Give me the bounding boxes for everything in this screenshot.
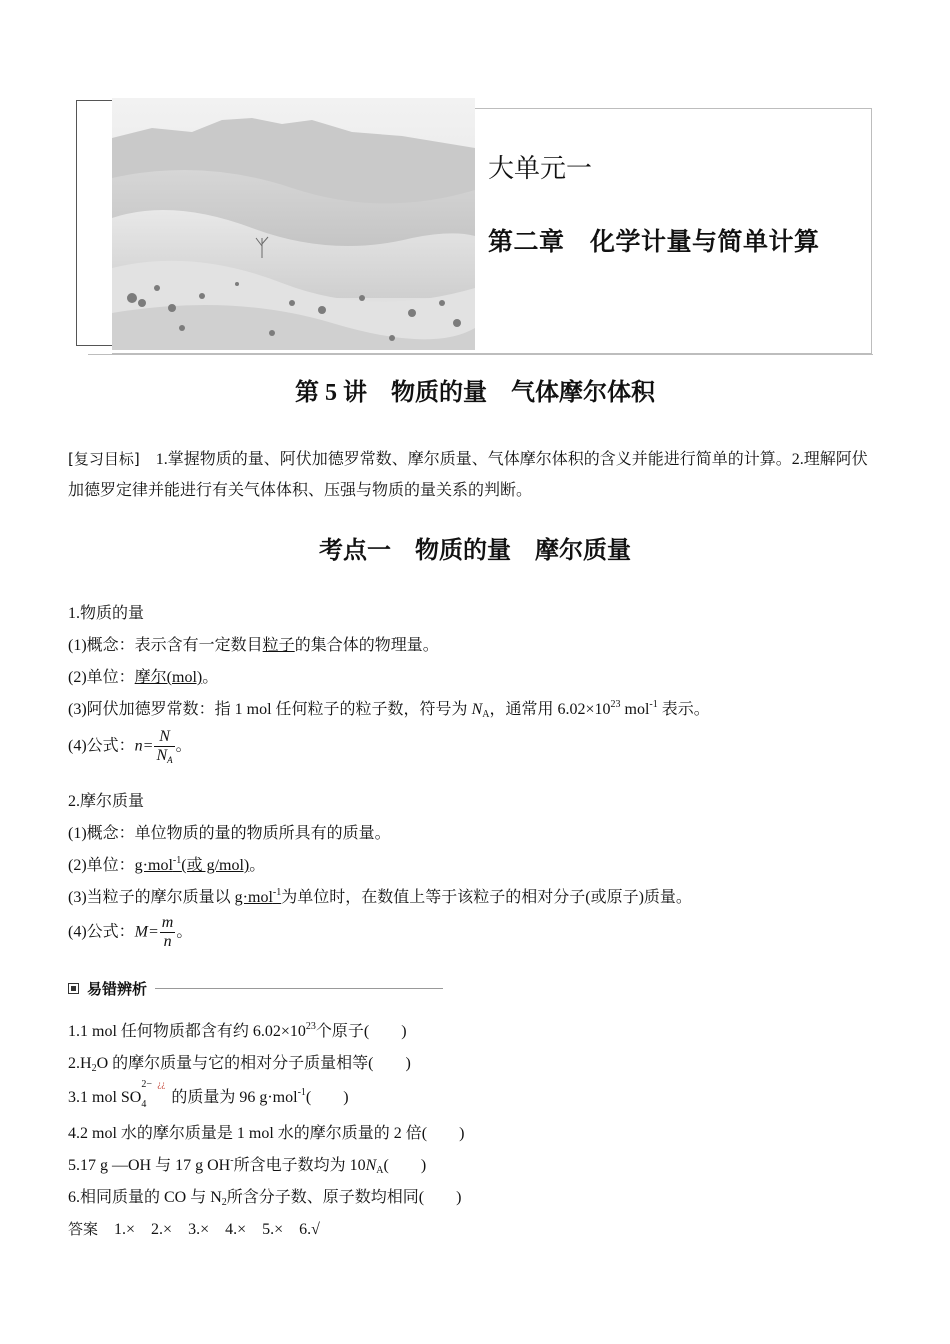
part1-formula: (4)公式：n= $\frac{N}{N_A}$ 。	[68, 728, 192, 766]
chapter-title: 第二章 化学计量与简单计算	[488, 227, 820, 256]
part2-unit: (2)单位：g·mol$^{-1}$(或 g/mol)。	[68, 855, 266, 874]
desert-landscape-image	[112, 98, 475, 350]
part2-relation: (3)当粒子的摩尔质量以 g·mol$^{-1}$为单位时，在数值上等于该粒子的相对分子(或原子)质量。	[68, 887, 692, 906]
review-goal-label: [复习目标]	[68, 450, 140, 468]
fraction: $\frac{N}{N_A}$	[156, 728, 173, 766]
banner-corner-line	[76, 345, 116, 346]
unit-title: 大单元一	[488, 154, 593, 184]
key-term: g·mol$^{-1}$	[234, 887, 282, 906]
error-item-4: 4.2 mol 水的摩尔质量是 1 mol 水的摩尔质量的 2 倍( )	[68, 1125, 465, 1142]
ion-annotation: 2− 4 ¿¿	[141, 1079, 166, 1110]
part2-heading: 2.摩尔质量	[68, 793, 145, 810]
error-item-5: 5.17 g —OH 与 17 g OH-所含电子数均为 $10N_A$( )	[68, 1155, 427, 1176]
key-term: 摩尔(mol)	[134, 669, 203, 686]
error-item-6: 6.相同质量的 CO 与 $N_2$所含分子数、原子数均相同( )	[68, 1189, 462, 1208]
part2-formula: (4)公式：M= $\frac{m}{n}$ 。	[68, 914, 193, 951]
section-title: 考点一 物质的量 摩尔质量	[319, 538, 631, 564]
error-analysis-heading: 易错辨析	[68, 978, 147, 999]
banner-corner-line	[76, 100, 116, 101]
error-item-2: $2.H_2O$ 的摩尔质量与它的相对分子质量相等( )	[68, 1055, 411, 1074]
review-goal	[68, 444, 882, 506]
answer-values: 1.× 2.× 3.× 4.× 5.× 6.√	[98, 1221, 320, 1238]
fraction: $\frac{m}{n}$	[161, 914, 174, 951]
part1-concept: (1)概念：表示含有一定数目粒子的集合体的物理量。	[68, 637, 439, 654]
banner-divider	[88, 354, 873, 355]
square-bullet-icon	[68, 983, 79, 994]
lecture-title: 第 5 讲 物质的量 气体摩尔体积	[295, 380, 655, 406]
error-item-3: 3.1 mol SO 2− 4 ¿¿ 的质量为 96 g·mol$^{-1}$( )	[68, 1079, 349, 1110]
part1-avogadro: (3)阿伏加德罗常数：指 1 mol 任何粒子的粒子数，符号为 $N_A$，通常用 $6.02\times 10^{23}$ mol$^{-1}$ 表示。	[68, 699, 710, 720]
heading-rule	[155, 988, 443, 989]
review-goal-text: 1.掌握物质的量、阿伏加德罗常数、摩尔质量、气体摩尔体积的含义并能进行简单的计算。2.理解阿伏加德罗定律并能进行有关气体体积、压强与物质的量关系的判断。	[68, 451, 868, 499]
key-term: g·mol$^{-1}$(或 g/mol)	[134, 855, 250, 874]
answer-label: 答案	[68, 1220, 99, 1238]
answers-line	[68, 1216, 320, 1239]
banner-corner-line	[76, 100, 77, 345]
error-item-1: 1.1 mol 任何物质都含有约 $6.02\times 10^{23}$个原子( )	[68, 1021, 407, 1040]
part2-concept: (1)概念：单位物质的量的物质所具有的质量。	[68, 825, 391, 842]
part1-unit: (2)单位：摩尔(mol)。	[68, 669, 219, 686]
part1-heading: 1.物质的量	[68, 605, 145, 622]
key-term: 粒子	[262, 637, 295, 654]
